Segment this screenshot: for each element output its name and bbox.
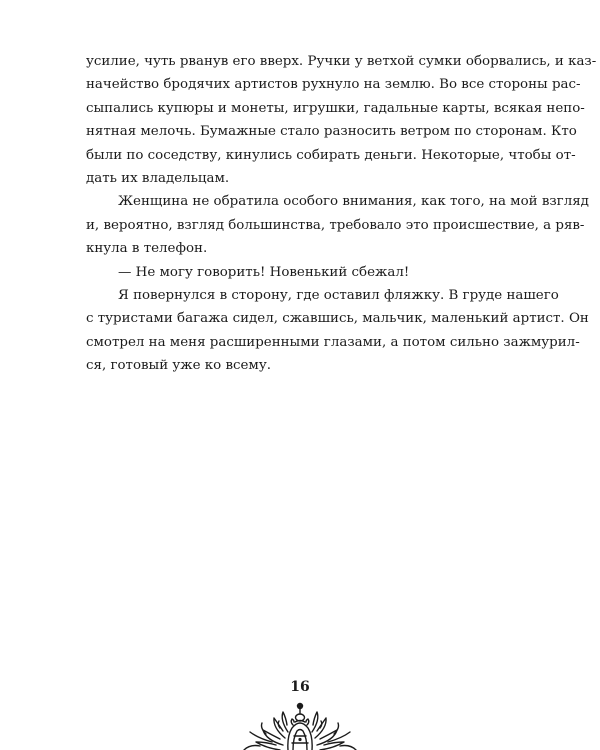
text-line: нятная мелочь. Бумажные стало разносить ветром по сторонам. Кто: [86, 124, 577, 140]
body-text: [86, 50, 597, 377]
text-line: сыпались купюры и монеты, игрушки, гадальные карты, всякая непо-: [86, 100, 585, 116]
text-line: кнула в телефон.: [86, 241, 208, 257]
paragraph-first-line: Я повернулся в сторону, где оставил фляжку. В груде нашего: [118, 287, 559, 303]
text-line: ся, готовый уже ко всему.: [86, 358, 271, 374]
dialogue-line: — Не могу говорить! Новенький сбежал!: [118, 264, 410, 280]
paragraph-first-line: Женщина не обратила особого внимания, как того, на мой взгляд: [118, 194, 589, 210]
text-line: были по соседству, кинулись собирать деньги. Некоторые, чтобы от-: [86, 147, 576, 163]
text-line: с туристами багажа сидел, сжавшись, мальчик, маленький артист. Он: [86, 311, 589, 327]
text-line: и, вероятно, взгляд большинства, требовало это происшествие, а ряв-: [86, 217, 585, 233]
text-line: смотрел на меня расширенными глазами, а потом сильно зажмурил-: [86, 334, 580, 350]
text-line: усилие, чуть рванув его вверх. Ручки у ветхой сумки оборвались, и каз-: [86, 54, 597, 69]
baroque-crown-ornament-icon: [236, 698, 364, 750]
text-line: дать их владельцам.: [86, 170, 230, 186]
page-number: 16: [290, 679, 310, 695]
text-line: начейство бродячих артистов рухнуло на землю. Во все стороны рас-: [86, 77, 581, 93]
